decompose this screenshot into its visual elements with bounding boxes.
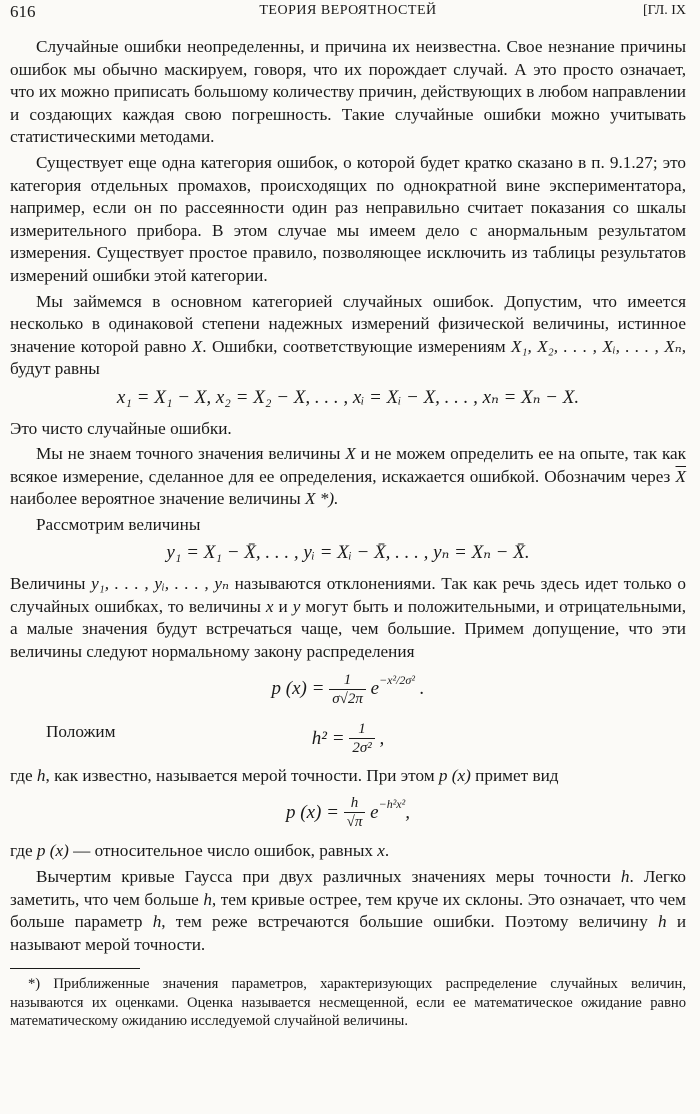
errors-equation: x₁ = X₁ − X, x₂ = X₂ − X, . . . , xᵢ = Xᵢ − X, . . . , xₙ = Xₙ − X.: [116, 386, 580, 408]
paragraph-relative-count: где p (x) — относительное число ошибок, равных x.: [10, 841, 390, 861]
paragraph-gauss-curves: Вычертим кривые Гаусса при двух различных значениях меры точности h. Легко заметить, что чем больше h, тем кривые острее, тем круче их склоны. Это означает, что чем больше параметр h, тем реже встречаются большие ошибки. Поэтому величину h и называют мерой точности.: [10, 866, 687, 954]
paragraph-deviations: Величины y₁, . . . , yᵢ, . . . , yₙ называются отклонениями. Так как речь здесь идет только о случайных ошибках, то величины x и y могут быть и положительными, и отрицательными, а малые значения будут встречаться чаще, чем большие. Примем допущение, что эти величины следуют нормальному закону распределения: [10, 574, 687, 661]
paragraph-consider: Рассмотрим величины: [36, 514, 201, 534]
page-body: [10, 36, 686, 1031]
paragraph-pure-random: Это чисто случайные ошибки.: [10, 418, 232, 438]
footnote-text: Приближенные значения параметров, характеризующих распределение случайных величин, называются их оценками. Оценка называется несмещенной, если ее математическое ожидание равно математическому ожиданию исследуемой случайной величины.: [10, 976, 686, 1030]
paragraph-precision-measure: где h, как известно, называется мерой точности. При этом p (x) примет вид: [10, 765, 559, 785]
footnote-rule: [10, 968, 140, 969]
paragraph-random-errors: Случайные ошибки неопределенны, и причина их неизвестна. Свое незнание причины ошибок мы обычно маскируем, говоря, что их порождает случай. А это просто означает, что их можно приписать большому количеству причин, действующих в любом направлении и создающих каждая свою погрешность. Такие случайные ошибки можно учитывать статистическими методами.: [10, 37, 686, 147]
gauss-formula: p (x) = $\frac{h}{√\pi}$ $e^{-h^2x^2}$,: [286, 795, 410, 831]
paragraph-measurements: Мы займемся в основном категорией случайных ошибок. Допустим, что имеется несколько в одинаковой степени надежных измерений физической величины, истинное значение которой равно X. Ошибки, соответствующие измерениям X₁, X₂, . . . , Xᵢ, . . . , Xₙ, будут равны: [10, 291, 686, 379]
footnote-mark: *): [28, 976, 41, 993]
h-definition-row: [10, 717, 686, 765]
running-title: ТЕОРИЯ ВЕРОЯТНОСТЕЙ: [259, 3, 437, 18]
page-number: 616: [10, 2, 36, 21]
measurements-list: X₁, X₂, . . . , Xᵢ, . . . , Xₙ: [511, 336, 682, 356]
footnote: [10, 975, 686, 1031]
paragraph-true-value: Мы не знаем точного значения величины X и не можем определить ее на опыте, так как всякое измерение, сделанное для ее определения, искажается ошибкой. Обозначим через $\overline{X}$ наиболее вероятное значение величины X *).: [10, 444, 687, 509]
paragraph-blunders: Существует еще одна категория ошибок, о которой будет кратко сказано в п. 9.1.27; это категория отдельных промахов, происходящих по однократной вине экспериментатора, например, если он по рассеянности один раз неправильно считает показания со шкалы измерительного прибора. В этом случае мы имеем дело с анормальным результатом измерения. Существует простое правило, позволяющее исключить из таблицы результатов измерений ошибки этой категории.: [10, 152, 686, 285]
normal-distribution-formula: p (x) = $\frac{1}{\sigma√2\pi}$ $e^{-x^2/2\sigma^2}$ .: [271, 671, 425, 707]
chapter-label: [ГЛ. IX: [643, 3, 686, 18]
h-definition-formula: h² = $\frac{1}{\text{2σ²}}$ ,: [311, 720, 385, 756]
deviations-equation: y₁ = X₁ − X̄, . . . , yᵢ = Xᵢ − X̄, . . . , yₙ = Xₙ − X̄.: [166, 542, 530, 564]
paragraph-let: Положим: [46, 721, 116, 741]
running-header: [10, 2, 686, 22]
